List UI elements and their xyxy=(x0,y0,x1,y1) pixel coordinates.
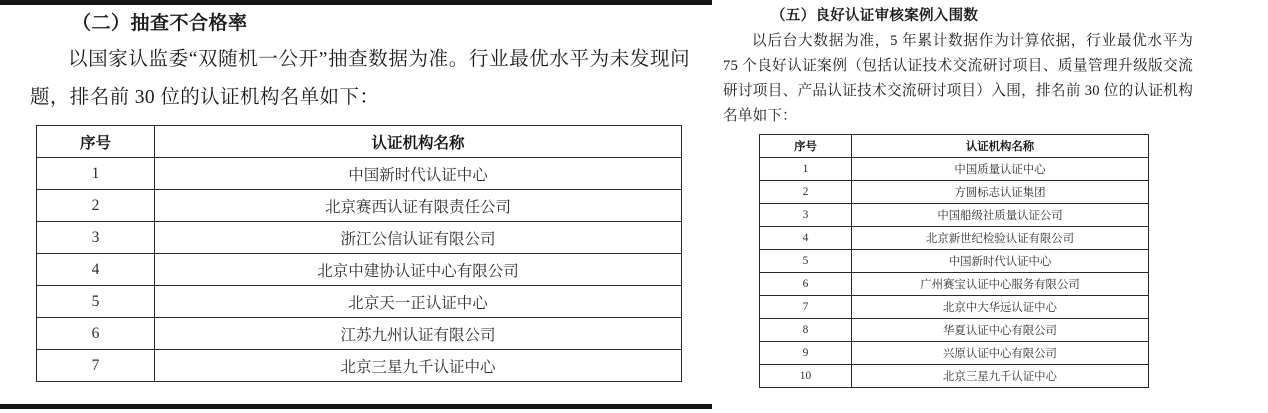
cell-index: 10 xyxy=(760,365,852,388)
table-row xyxy=(760,250,1149,273)
cell-org-name: 北京赛西认证有限责任公司 xyxy=(155,190,682,222)
top-rule-divider xyxy=(0,0,712,5)
table-row xyxy=(760,273,1149,296)
column-header-index: 序号 xyxy=(760,135,852,158)
right-ranking-table xyxy=(759,134,1149,388)
table-header-row xyxy=(760,135,1149,158)
table-row xyxy=(37,350,682,382)
cell-org-name: 广州赛宝认证中心服务有限公司 xyxy=(852,273,1149,296)
cell-org-name: 浙江公信认证有限公司 xyxy=(155,222,682,254)
cell-index: 2 xyxy=(760,181,852,204)
cell-index: 6 xyxy=(760,273,852,296)
table-row xyxy=(37,318,682,350)
table-row xyxy=(760,227,1149,250)
cell-index: 4 xyxy=(37,254,155,286)
column-header-org-name: 认证机构名称 xyxy=(852,135,1149,158)
cell-index: 1 xyxy=(37,158,155,190)
cell-org-name: 北京三星九千认证中心 xyxy=(155,350,682,382)
cell-org-name: 中国新时代认证中心 xyxy=(155,158,682,190)
cell-index: 3 xyxy=(760,204,852,227)
cell-index: 7 xyxy=(760,296,852,319)
cell-index: 7 xyxy=(37,350,155,382)
cell-org-name: 北京中大华远认证中心 xyxy=(852,296,1149,319)
column-header-index: 序号 xyxy=(37,126,155,158)
right-section-paragraph: 以后台大数据为准，5 年累计数据作为计算依据，行业最优水平为 75 个良好认证案例（包括认证技术交流研讨项目、质量管理升级版交流研讨项目、产品认证技术交流研讨项目）入围，排名前 30 位的认证机构名单如下： xyxy=(723,33,1193,124)
left-section-heading: （二）抽查不合格率 xyxy=(72,13,248,34)
cell-org-name: 北京新世纪检验认证有限公司 xyxy=(852,227,1149,250)
table-row xyxy=(760,296,1149,319)
cell-index: 9 xyxy=(760,342,852,365)
cell-index: 1 xyxy=(760,158,852,181)
cell-org-name: 中国船级社质量认证公司 xyxy=(852,204,1149,227)
cell-org-name: 兴原认证中心有限公司 xyxy=(852,342,1149,365)
table-row xyxy=(760,319,1149,342)
table-row xyxy=(760,204,1149,227)
cell-index: 5 xyxy=(760,250,852,273)
cell-index: 3 xyxy=(37,222,155,254)
cell-index: 5 xyxy=(37,286,155,318)
cell-org-name: 北京中建协认证中心有限公司 xyxy=(155,254,682,286)
cell-index: 6 xyxy=(37,318,155,350)
right-section-heading: （五）良好认证审核案例入围数 xyxy=(771,8,979,24)
column-header-org-name: 认证机构名称 xyxy=(155,126,682,158)
table-row xyxy=(37,286,682,318)
cell-org-name: 中国新时代认证中心 xyxy=(852,250,1149,273)
table-row xyxy=(760,365,1149,388)
right-content xyxy=(723,4,1193,388)
cell-index: 8 xyxy=(760,319,852,342)
table-row xyxy=(37,254,682,286)
cell-org-name: 北京三星九千认证中心 xyxy=(852,365,1149,388)
table-row xyxy=(37,158,682,190)
left-content xyxy=(30,8,690,382)
cell-org-name: 方圆标志认证集团 xyxy=(852,181,1149,204)
cell-index: 2 xyxy=(37,190,155,222)
bottom-rule-divider xyxy=(0,404,712,409)
cell-org-name: 江苏九州认证有限公司 xyxy=(155,318,682,350)
left-ranking-table xyxy=(36,125,682,382)
cell-org-name: 华夏认证中心有限公司 xyxy=(852,319,1149,342)
cell-org-name: 北京天一正认证中心 xyxy=(155,286,682,318)
right-column xyxy=(723,0,1268,413)
table-row xyxy=(37,190,682,222)
table-header-row xyxy=(37,126,682,158)
table-row xyxy=(760,181,1149,204)
table-row xyxy=(760,342,1149,365)
table-row xyxy=(37,222,682,254)
table-row xyxy=(760,158,1149,181)
left-section-paragraph: 以国家认监委“双随机一公开”抽查数据为准。行业最优水平为未发现问题，排名前 30 位的认证机构名单如下： xyxy=(30,49,690,108)
cell-index: 4 xyxy=(760,227,852,250)
cell-org-name: 中国质量认证中心 xyxy=(852,158,1149,181)
